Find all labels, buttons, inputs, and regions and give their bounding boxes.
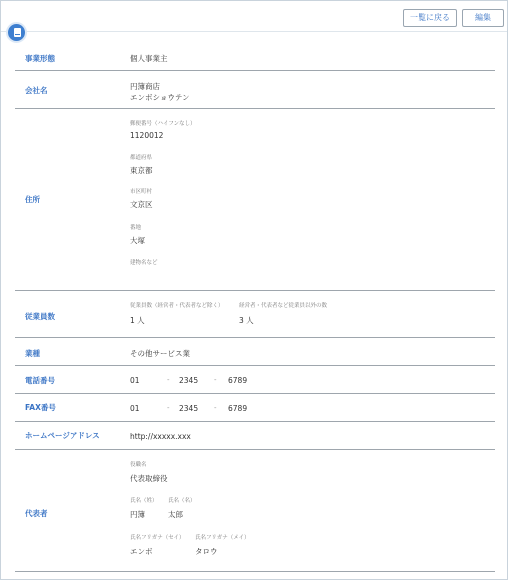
row-address (15, 109, 495, 291)
fax-part1: 01 (130, 404, 140, 413)
industry-label: 業種 (25, 349, 40, 358)
row-industry (15, 338, 495, 366)
street-label: 番地 (130, 225, 142, 231)
fax-separator-2: - (214, 404, 217, 412)
detail-table (15, 33, 495, 580)
rep-last-name-value: 円簿 (130, 510, 145, 519)
back-to-list-button[interactable]: 一覧に戻る (403, 9, 457, 27)
phone-part1: 01 (130, 376, 140, 385)
row-phone (15, 366, 495, 394)
employee-count-value: 1 人 (130, 316, 145, 325)
rep-first-kana-label: 氏名フリガナ（メイ） (195, 535, 250, 541)
homepage-label: ホームページアドレス (25, 431, 100, 440)
row-business-type (15, 33, 495, 71)
fax-label: FAX番号 (25, 403, 56, 412)
non-employee-count-label: 経営者・代表者など従業員以外の数 (239, 303, 328, 309)
row-homepage (15, 422, 495, 450)
company-name-label: 会社名 (25, 86, 48, 95)
rep-last-kana-label: 氏名フリガナ（セイ） (130, 535, 185, 541)
rep-title-value: 代表取締役 (130, 474, 168, 483)
homepage-value: http://xxxxx.xxx (130, 432, 191, 441)
industry-value: その他サービス業 (130, 349, 190, 358)
prefecture-value: 東京都 (130, 166, 153, 175)
representative-label: 代表者 (25, 509, 48, 518)
business-type-label: 事業形態 (25, 54, 55, 63)
phone-part3: 6789 (228, 376, 248, 385)
fax-separator-1: - (167, 404, 170, 412)
rep-first-name-label: 氏名（名） (168, 498, 196, 504)
fax-part2: 2345 (179, 404, 199, 413)
city-value: 文京区 (130, 200, 153, 209)
building-label: 建物名など (130, 260, 158, 266)
rep-first-name-value: 太郎 (168, 510, 183, 519)
rep-first-kana-value: タロウ (195, 547, 218, 556)
edit-button[interactable]: 編集 (462, 9, 504, 27)
row-representative (15, 450, 495, 572)
address-label: 住所 (25, 195, 40, 204)
toolbar (1, 1, 507, 32)
rep-title-label: 役職名 (130, 462, 147, 468)
rep-last-kana-value: エンボ (130, 547, 153, 556)
company-name-value: 円簿商店 (130, 82, 160, 91)
fax-part3: 6789 (228, 404, 248, 413)
rep-last-name-label: 氏名（姓） (130, 498, 158, 504)
prefecture-label: 都道府県 (130, 155, 153, 161)
postal-code-value: 1120012 (130, 131, 164, 140)
row-company-name (15, 71, 495, 109)
phone-part2: 2345 (179, 376, 199, 385)
business-type-value: 個人事業主 (130, 54, 168, 63)
street-value: 大塚 (130, 236, 145, 245)
company-name-kana: エンボショウテン (130, 93, 190, 102)
postal-code-label: 郵便番号（ハイフンなし） (130, 121, 196, 127)
phone-separator-1: - (167, 376, 170, 384)
row-employees (15, 291, 495, 338)
phone-label: 電話番号 (25, 376, 55, 385)
employees-label: 従業員数 (25, 312, 55, 321)
employee-count-label: 従業員数（経営者・代表者など除く） (130, 303, 224, 309)
city-label: 市区町村 (130, 189, 153, 195)
non-employee-count-value: 3 人 (239, 316, 254, 325)
phone-separator-2: - (214, 376, 217, 384)
row-fax (15, 394, 495, 422)
